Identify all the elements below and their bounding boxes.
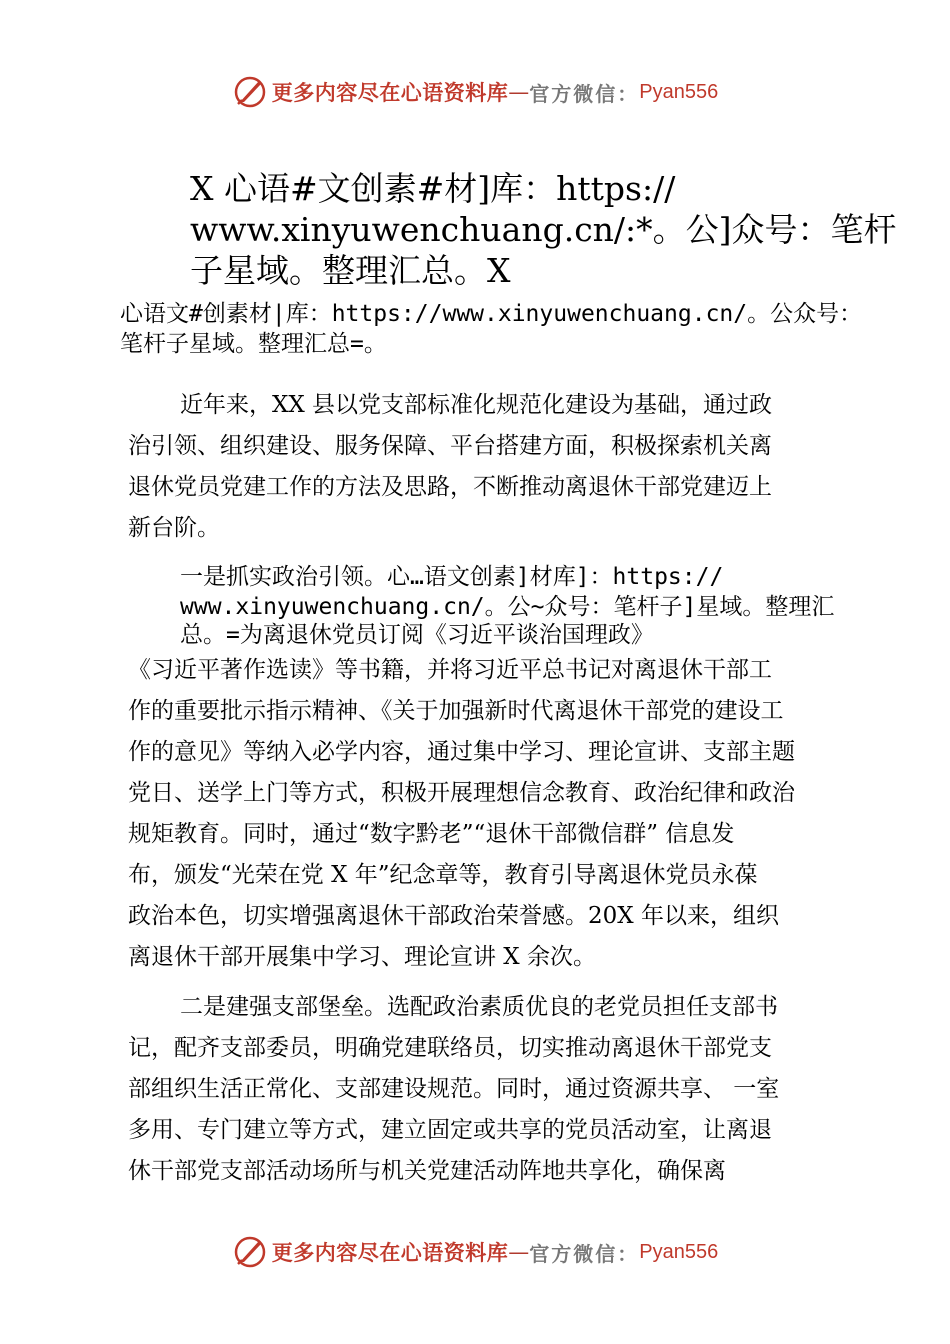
paragraph-line: 二是建强支部堡垒。选配政治素质优良的老党员担任支部书 [180,994,778,1020]
paragraph-line: 多用、专门建立等方式，建立固定或共享的党员活动室，让离退 [128,1117,772,1143]
paragraph-line: 部组织生活正常化、支部建设规范。同时，通过资源共享、 一室 [128,1076,780,1102]
notice-line: 心语文#创素材|库：https://www.xinyuwenchuang.cn/。公众号： [120,301,863,327]
notice-line: 笔杆子星域。整理汇总=。 [120,331,387,357]
quill-logo-icon [232,1234,268,1270]
document-heading [190,168,897,291]
banner-wechat-label: 官方微信： [529,1241,640,1266]
banner-promo-text: 更多内容尽在心语资料库 [271,1241,509,1265]
paragraph-line: 退休党员党建工作的方法及思路，不断推动离退休干部党建迈上 [128,474,772,500]
paragraph-line: 作的意见》等纳入必学内容，通过集中学习、理论宣讲、支部主题 [128,739,795,765]
paragraph-line: 《习近平著作选读》等书籍，并将习近平总书记对离退休干部工 [128,657,772,683]
paragraph-line: 记，配齐支部委员，明确党建联络员，切实推动离退休干部党支 [128,1035,772,1061]
banner-promo-text: 更多内容尽在心语资料库 [271,81,509,105]
paragraph-line: 新台阶。 [128,515,220,541]
paragraph-line: 作的重要批示指示精神、《关于加强新时代离退休干部党的建设工 [128,698,784,724]
paragraph-line: 休干部党支部活动场所与机关党建活动阵地共享化，确保离 [128,1158,726,1184]
banner-separator: — [508,80,530,104]
paragraph-line: 一是抓实政治引领。心…语文创素]材库]：https:// [180,564,724,590]
paragraph-line: 布，颁发“光荣在党 X 年”纪念章等，教育引导离退休党员永葆 [128,862,758,888]
paragraph-line: 近年来，XX 县以党支部标准化规范化建设为基础，通过政 [180,392,773,418]
banner-wechat-id: Pyan556 [639,1240,719,1263]
banner-wechat-id: Pyan556 [639,80,719,103]
paragraph-line: 党日、送学上门等方式，积极开展理想信念教育、政治纪律和政治 [128,780,795,806]
paragraph-line: 治引领、组织建设、服务保障、平台搭建方面，积极探索机关离 [128,433,772,459]
footer-banner [0,1230,950,1274]
banner-wechat-label: 官方微信： [529,81,640,106]
banner-separator: — [508,1240,530,1264]
heading-line: 子星域。整理汇总。X [190,251,511,290]
paragraph-line: 离退休干部开展集中学习、理论宣讲 X 余次。 [128,944,596,970]
heading-line: X 心语#文创素#材]库：https:// [190,169,676,208]
quill-logo-icon [232,74,268,110]
paragraph-line: 总。=为离退休党员订阅《习近平谈治国理政》 [180,622,654,648]
paragraph-line: 规矩教育。同时，通过“数字黔老”“退休干部微信群” 信息发 [128,821,735,847]
header-banner [0,70,950,114]
heading-line: www.xinyuwenchuang.cn/:*。公]众号：笔杆 [190,210,897,249]
paragraph-line: 政治本色，切实增强离退休干部政治荣誉感。20X 年以来，组织 [128,903,779,929]
paragraph-line: www.xinyuwenchuang.cn/。公~众号：笔杆子]星域。整理汇 [180,594,835,620]
